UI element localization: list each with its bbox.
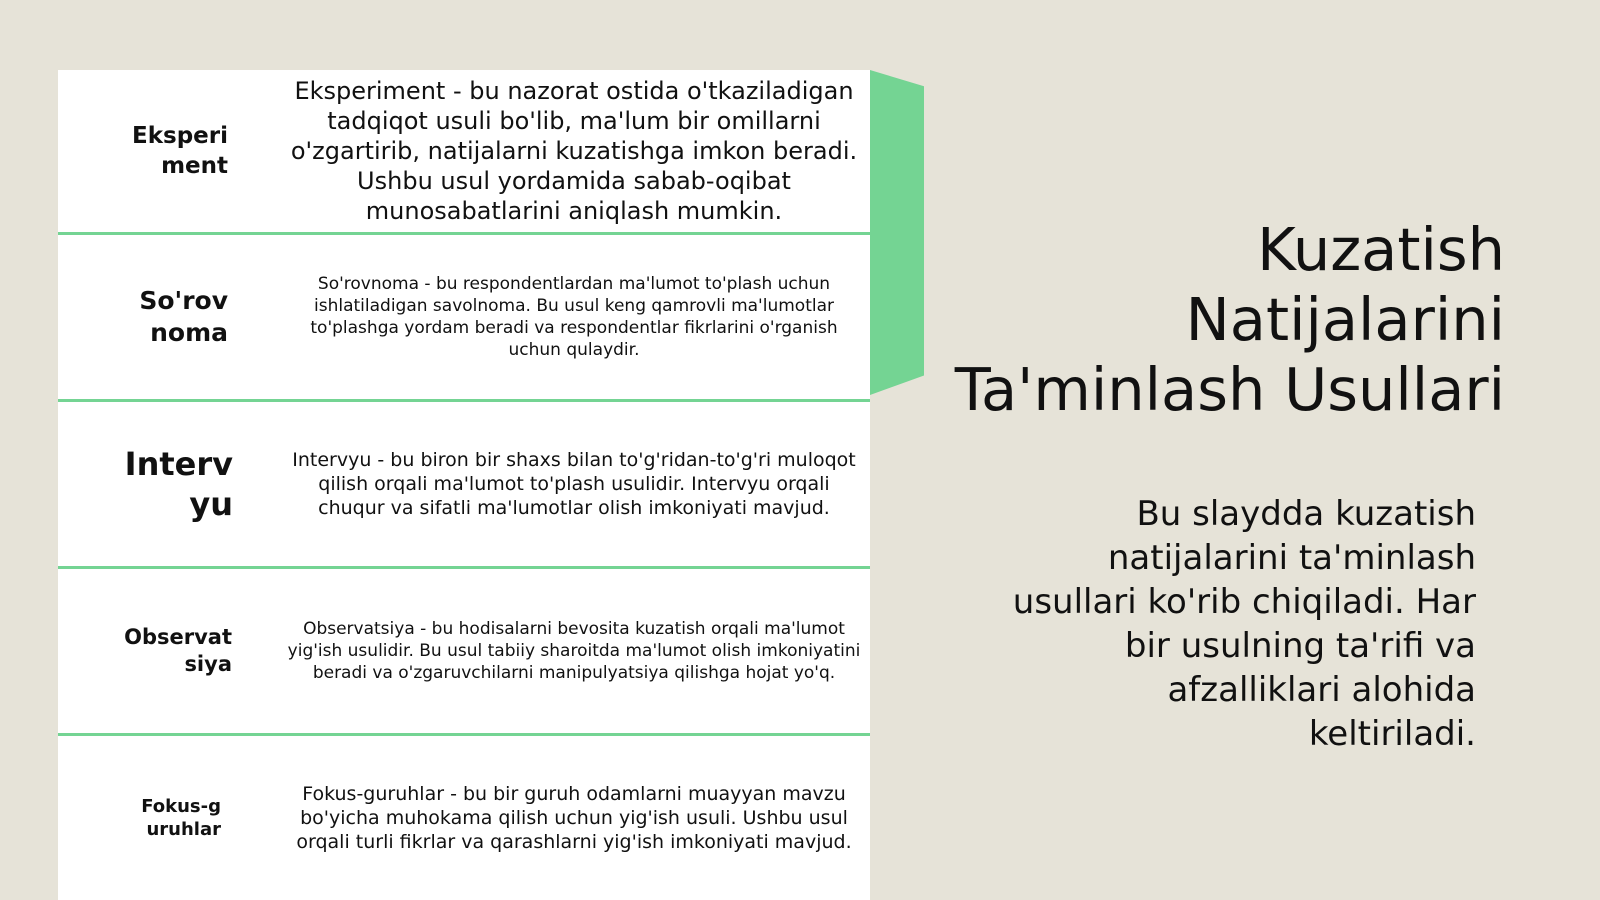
method-row-sorovnoma xyxy=(58,235,870,402)
method-row-fokus-guruhlar xyxy=(58,736,870,900)
method-name-cell xyxy=(88,569,268,733)
method-row-intervyu xyxy=(58,402,870,569)
method-name: Observatsiya xyxy=(124,625,232,676)
method-name: Eksperiment xyxy=(132,123,228,179)
methods-table xyxy=(58,70,870,900)
method-name-cell xyxy=(88,736,268,900)
method-description: Observatsiya - bu hodisalarni bevosita kuzatish orqali ma'lumot yig'ish usulidir. Bu usul tabiiy sharoitda ma'lumot olish imkoniyatini beradi va o'zgaruvchilarni manipulyatsiya qilishga hojat yo'q. xyxy=(287,619,861,683)
method-row-eksperiment xyxy=(58,70,870,235)
method-name-cell xyxy=(88,70,268,232)
method-description-cell xyxy=(278,235,870,399)
method-description: Eksperiment - bu nazorat ostida o'tkaziladigan tadqiqot usuli bo'lib, ma'lum bir omillarni o'zgartirib, natijalarni kuzatishga imkon beradi. Ushbu usul yordamida sabab-oqibat munosabatlarini aniqlash mumkin. xyxy=(290,77,858,225)
slide-summary: Bu slaydda kuzatish natijalarini ta'minlash usullari ko'rib chiqiladi. Har bir usulning ta'rifi va afzalliklari alohida keltiriladi. xyxy=(1012,494,1476,754)
method-name-cell xyxy=(88,402,268,566)
method-description-cell xyxy=(278,569,870,733)
method-description: Fokus-guruhlar - bu bir guruh odamlarni muayyan mavzu bo'yicha muhokama qilish uchun yig'ish usuli. Ushbu usul orqali turli fikrlar va qarashlarni yig'ish imkoniyati mavjud. xyxy=(296,783,852,853)
method-name: Intervyu xyxy=(124,445,233,523)
method-name: Fokus-guruhlar xyxy=(141,796,221,840)
method-row-observatsiya xyxy=(58,569,870,736)
method-name-cell xyxy=(88,235,268,399)
accent-tab xyxy=(870,70,924,395)
method-description: Intervyu - bu biron bir shaxs bilan to'g'ridan-to'g'ri muloqot qilish orqali ma'lumot to'plash usulidir. Intervyu orqali chuqur va sifatli ma'lumotlar olish imkoniyati mavjud. xyxy=(292,449,856,519)
method-description-cell xyxy=(278,402,870,566)
method-description-cell xyxy=(278,736,870,900)
method-description: So'rovnoma - bu respondentlardan ma'lumot to'plash uchun ishlatiladigan savolnoma. Bu usul keng qamrovli ma'lumotlar to'plashga yordam beradi va respondentlar fikrlarini o'rganish uchun qulaydir. xyxy=(310,274,838,360)
slide-title: Kuzatish Natijalarini Ta'minlash Usullari xyxy=(954,215,1505,424)
method-description-cell xyxy=(278,70,870,232)
method-name: So'rovnoma xyxy=(139,286,228,347)
